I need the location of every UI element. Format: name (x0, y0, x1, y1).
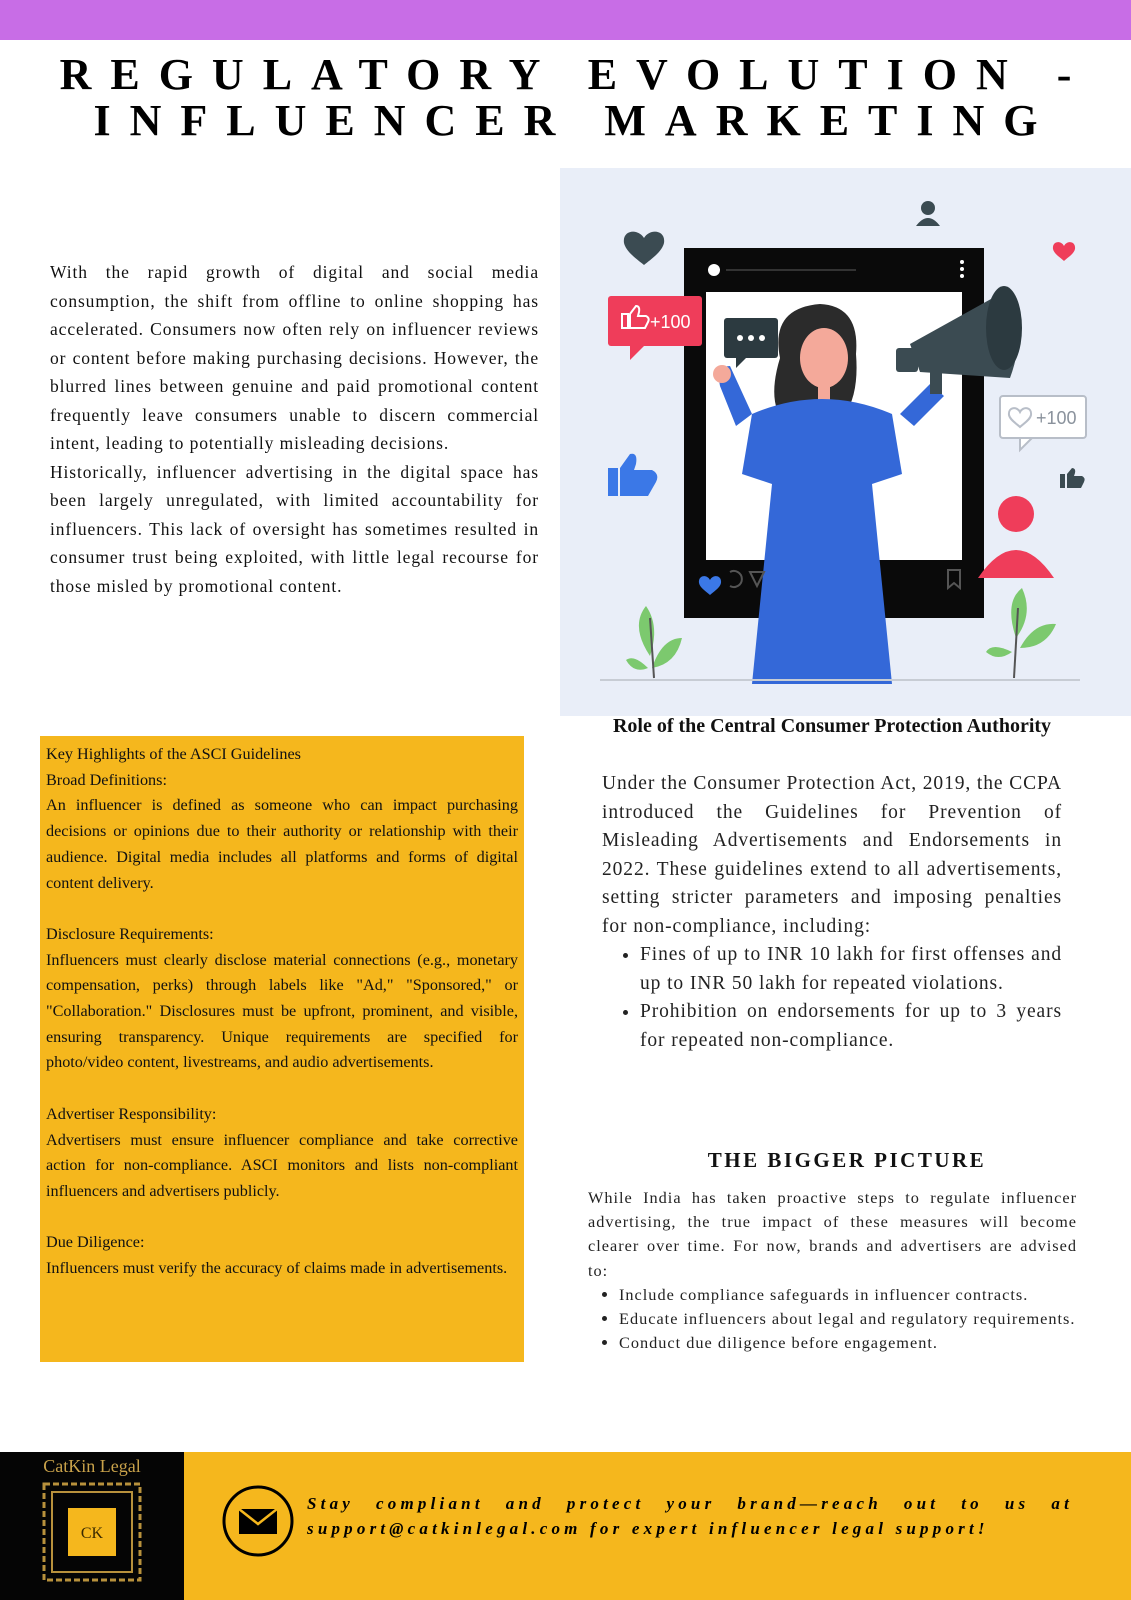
bigger-picture-body (588, 1186, 1077, 1355)
footer (0, 1452, 1131, 1600)
asci-section-body: Influencers must clearly disclose material connections (e.g., monetary compensation, perks) through labels like "Ad," "Sponsored," or "Collaboration." Disclosures must be upfront, prominent, and visible, ensuring transparency. Unique requirements are specified for photo/video content, livestreams, and audio advertisements. (46, 950, 518, 1072)
plant-right (986, 588, 1056, 657)
list-item: • Fines of up to INR 10 lakh for first offenses and up to INR 50 lakh for repeated violations. (640, 941, 1062, 998)
brand-logo (42, 1482, 142, 1582)
mail-icon[interactable] (221, 1484, 295, 1558)
thumbs-up-icon (1060, 468, 1085, 488)
bigger-picture-title: THE BIGGER PICTURE (707, 1148, 987, 1172)
asci-section-body: An influencer is defined as someone who can impact purchasing decisions or opinions due to their authority or relationship with their audience. Digital media includes all platforms and forms of digital content delivery. (46, 796, 518, 892)
advice-list (588, 1283, 1077, 1356)
intro-paragraph-1: With the rapid growth of digital and social media consumption, the shift from offline to online shopping has accelerated. Consumers now often rely on influencer reviews or content before making purchasing decisions. However, the blurred lines between genuine and paid promotional content frequently leave consumers unable to discern commercial intent, leading to potentially misleading decisions. (50, 262, 539, 453)
contact-cta: Stay compliant and protect your brand—reach out to us at support@catkinlegal.com for expert influencer legal support! (307, 1494, 1073, 1538)
ccpa-penalty-list (602, 941, 1062, 1055)
user-icon (978, 496, 1054, 578)
badge-right-text: +100 (1036, 408, 1077, 428)
influencer-illustration (560, 168, 1131, 716)
page-title (0, 52, 1131, 144)
heart-icon (1053, 242, 1075, 261)
asci-section-title: Advertiser Responsibility: (46, 1104, 217, 1123)
ccpa-intro: Under the Consumer Protection Act, 2019, the CCPA introduced the Guidelines for Prevention of Misleading Advertisements and Endorsements in 2022. These guidelines extend to all advertisements, setting stricter parameters and imposing penalties for non-compliance, including: (602, 773, 1062, 937)
user-icon (916, 201, 940, 226)
logo-panel (0, 1452, 184, 1600)
list-item: • Conduct due diligence before engagement. (619, 1331, 1077, 1355)
list-item: • Prohibition on endorsements for up to 3 years for repeated non-compliance. (640, 998, 1062, 1055)
asci-section-title: Broad Definitions: (46, 770, 167, 789)
ccpa-title: Role of the Central Consumer Protection Authority (612, 715, 1052, 737)
heart-icon (624, 232, 664, 265)
ccpa-body (602, 770, 1062, 1055)
list-item: • Include compliance safeguards in influencer contracts. (619, 1283, 1077, 1307)
top-accent-bar (0, 0, 1131, 40)
asci-section-body: Influencers must verify the accuracy of claims made in advertisements. (46, 1259, 508, 1278)
like-badge-right (1000, 396, 1086, 450)
logo-initials: CK (80, 1525, 104, 1542)
asci-highlights-box (40, 736, 524, 1362)
asci-section-body: Advertisers must ensure influencer compliance and take corrective action for non-compliance. ASCI monitors and lists non-compliant influencers and advertisers publicly. (46, 1130, 518, 1200)
asci-section-title: Due Diligence: (46, 1233, 145, 1252)
title-line-1: REGULATORY EVOLUTION - (59, 50, 1091, 99)
badge-left-text: +100 (650, 312, 691, 332)
bigger-picture-intro: While India has taken proactive steps to regulate influencer advertising, the true impact of these measures will become clearer over time. For now, brands and advertisers are advised to: (588, 1188, 1077, 1280)
asci-heading: Key Highlights of the ASCI Guidelines (46, 745, 301, 763)
plant-left (626, 606, 682, 670)
asci-section-title: Disclosure Requirements: (46, 924, 214, 943)
list-item: • Educate influencers about legal and regulatory requirements. (619, 1307, 1077, 1331)
intro-text (50, 258, 539, 600)
thumbs-up-icon (608, 454, 657, 496)
brand-name: CatKin Legal (43, 1456, 141, 1476)
title-line-2: INFLUENCER MARKETING (93, 96, 1057, 145)
intro-paragraph-2: Historically, influencer advertising in the digital space has been largely unregulated, with limited accountability for influencers. This lack of oversight has sometimes resulted in consumer trust being exploited, with little legal recourse for those misled by promotional content. (50, 461, 539, 596)
